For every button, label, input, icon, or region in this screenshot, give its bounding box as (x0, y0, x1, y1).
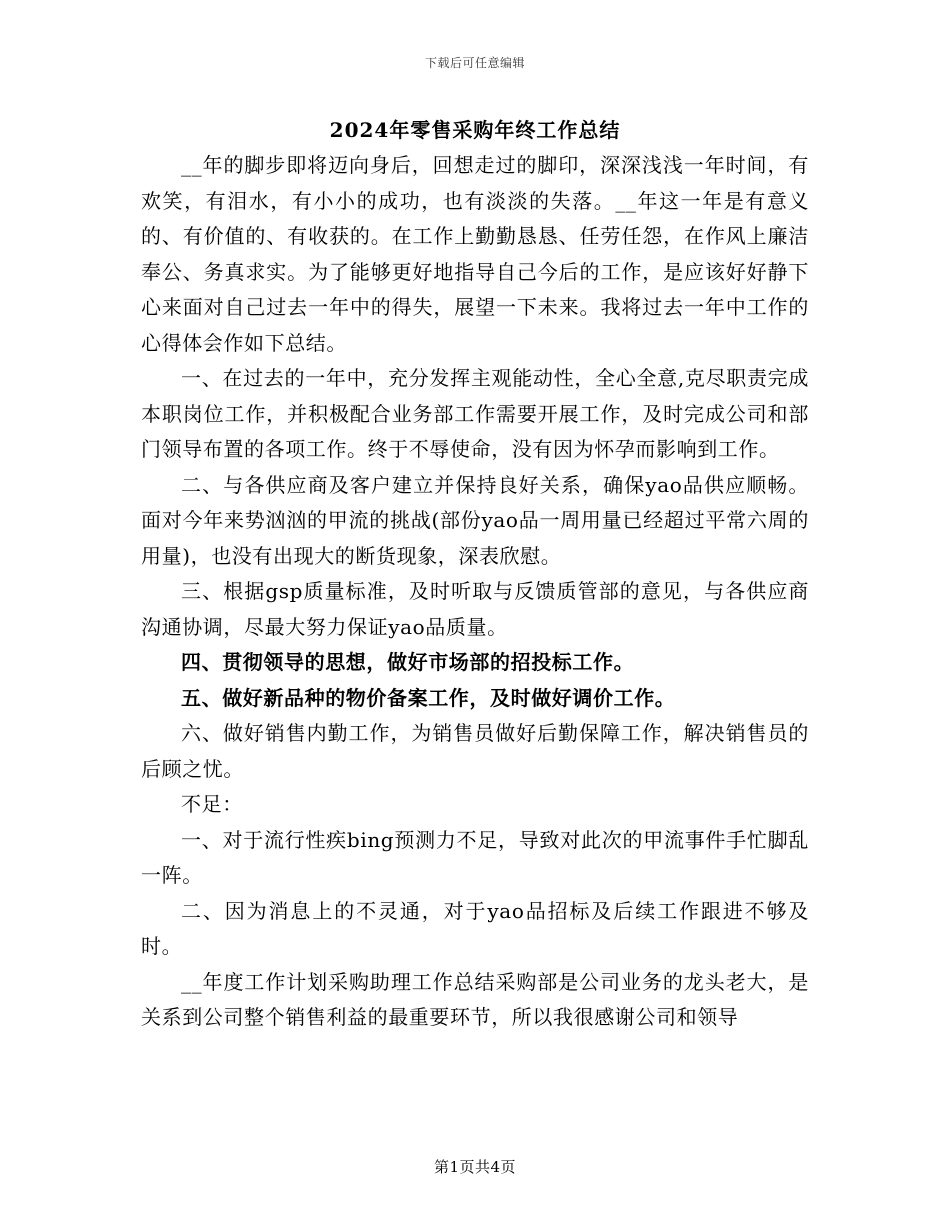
document-body (141, 148, 809, 1036)
header-note: 下载后可任意编辑 (424, 56, 525, 70)
paragraph-plan: __年度工作计划采购助理工作总结采购部是公司业务的龙头老大，是关系到公司整个销售利益的最重要环节，所以我很感谢公司和领导 (141, 969, 809, 1029)
paragraph-shortcomings-heading: 不足： (181, 792, 243, 816)
paragraph-item-4: 四、贯彻领导的思想，做好市场部的招投标工作。 (181, 650, 635, 674)
paragraph-item-6: 六、做好销售内勤工作，为销售员做好后勤保障工作，解决销售员的后顾之忧。 (141, 721, 809, 781)
paragraph-intro: __年的脚步即将迈向身后，回想走过的脚印，深深浅浅一年时间，有欢笑，有泪水，有小小的成功，也有淡淡的失落。__年这一年是有意义的、有价值的、有收获的。在工作上勤勤恳恳、任劳任怨，在作风上廉洁奉公、务真求实。为了能够更好地指导自己今后的工作，是应该好好静下心来面对自己过去一年中的得失，展望一下未来。我将过去一年中工作的心得体会作如下总结。 (141, 153, 809, 355)
paragraph-item-1: 一、在过去的一年中，充分发挥主观能动性，全心全意,克尽职责完成本职岗位工作，并积极配合业务部工作需要开展工作，及时完成公司和部门领导布置的各项工作。终于不辱使命，没有因为怀孕而影响到工作。 (141, 366, 809, 461)
paragraph-item-3: 三、根据gsp质量标准，及时听取与反馈质管部的意见，与各供应商沟通协调，尽最大努力保证yao品质量。 (141, 579, 809, 639)
document-title: 2024年零售采购年终工作总结 (329, 118, 621, 142)
paragraph-shortcoming-2: 二、因为消息上的不灵通，对于yao品招标及后续工作跟进不够及时。 (141, 898, 809, 958)
paragraph-item-2: 二、与各供应商及客户建立并保持良好关系，确保yao品供应顺畅。面对今年来势汹汹的甲流的挑战(部份yao品一周用量已经超过平常六周的用量)，也没有出现大的断货现象，深表欣慰。 (141, 472, 809, 568)
page-number: 第1页共4页 (433, 1158, 517, 1176)
paragraph-shortcoming-1: 一、对于流行性疾bing预测力不足，导致对此次的甲流事件手忙脚乱一阵。 (141, 827, 809, 887)
paragraph-item-5: 五、做好新品种的物价备案工作，及时做好调价工作。 (181, 685, 676, 710)
